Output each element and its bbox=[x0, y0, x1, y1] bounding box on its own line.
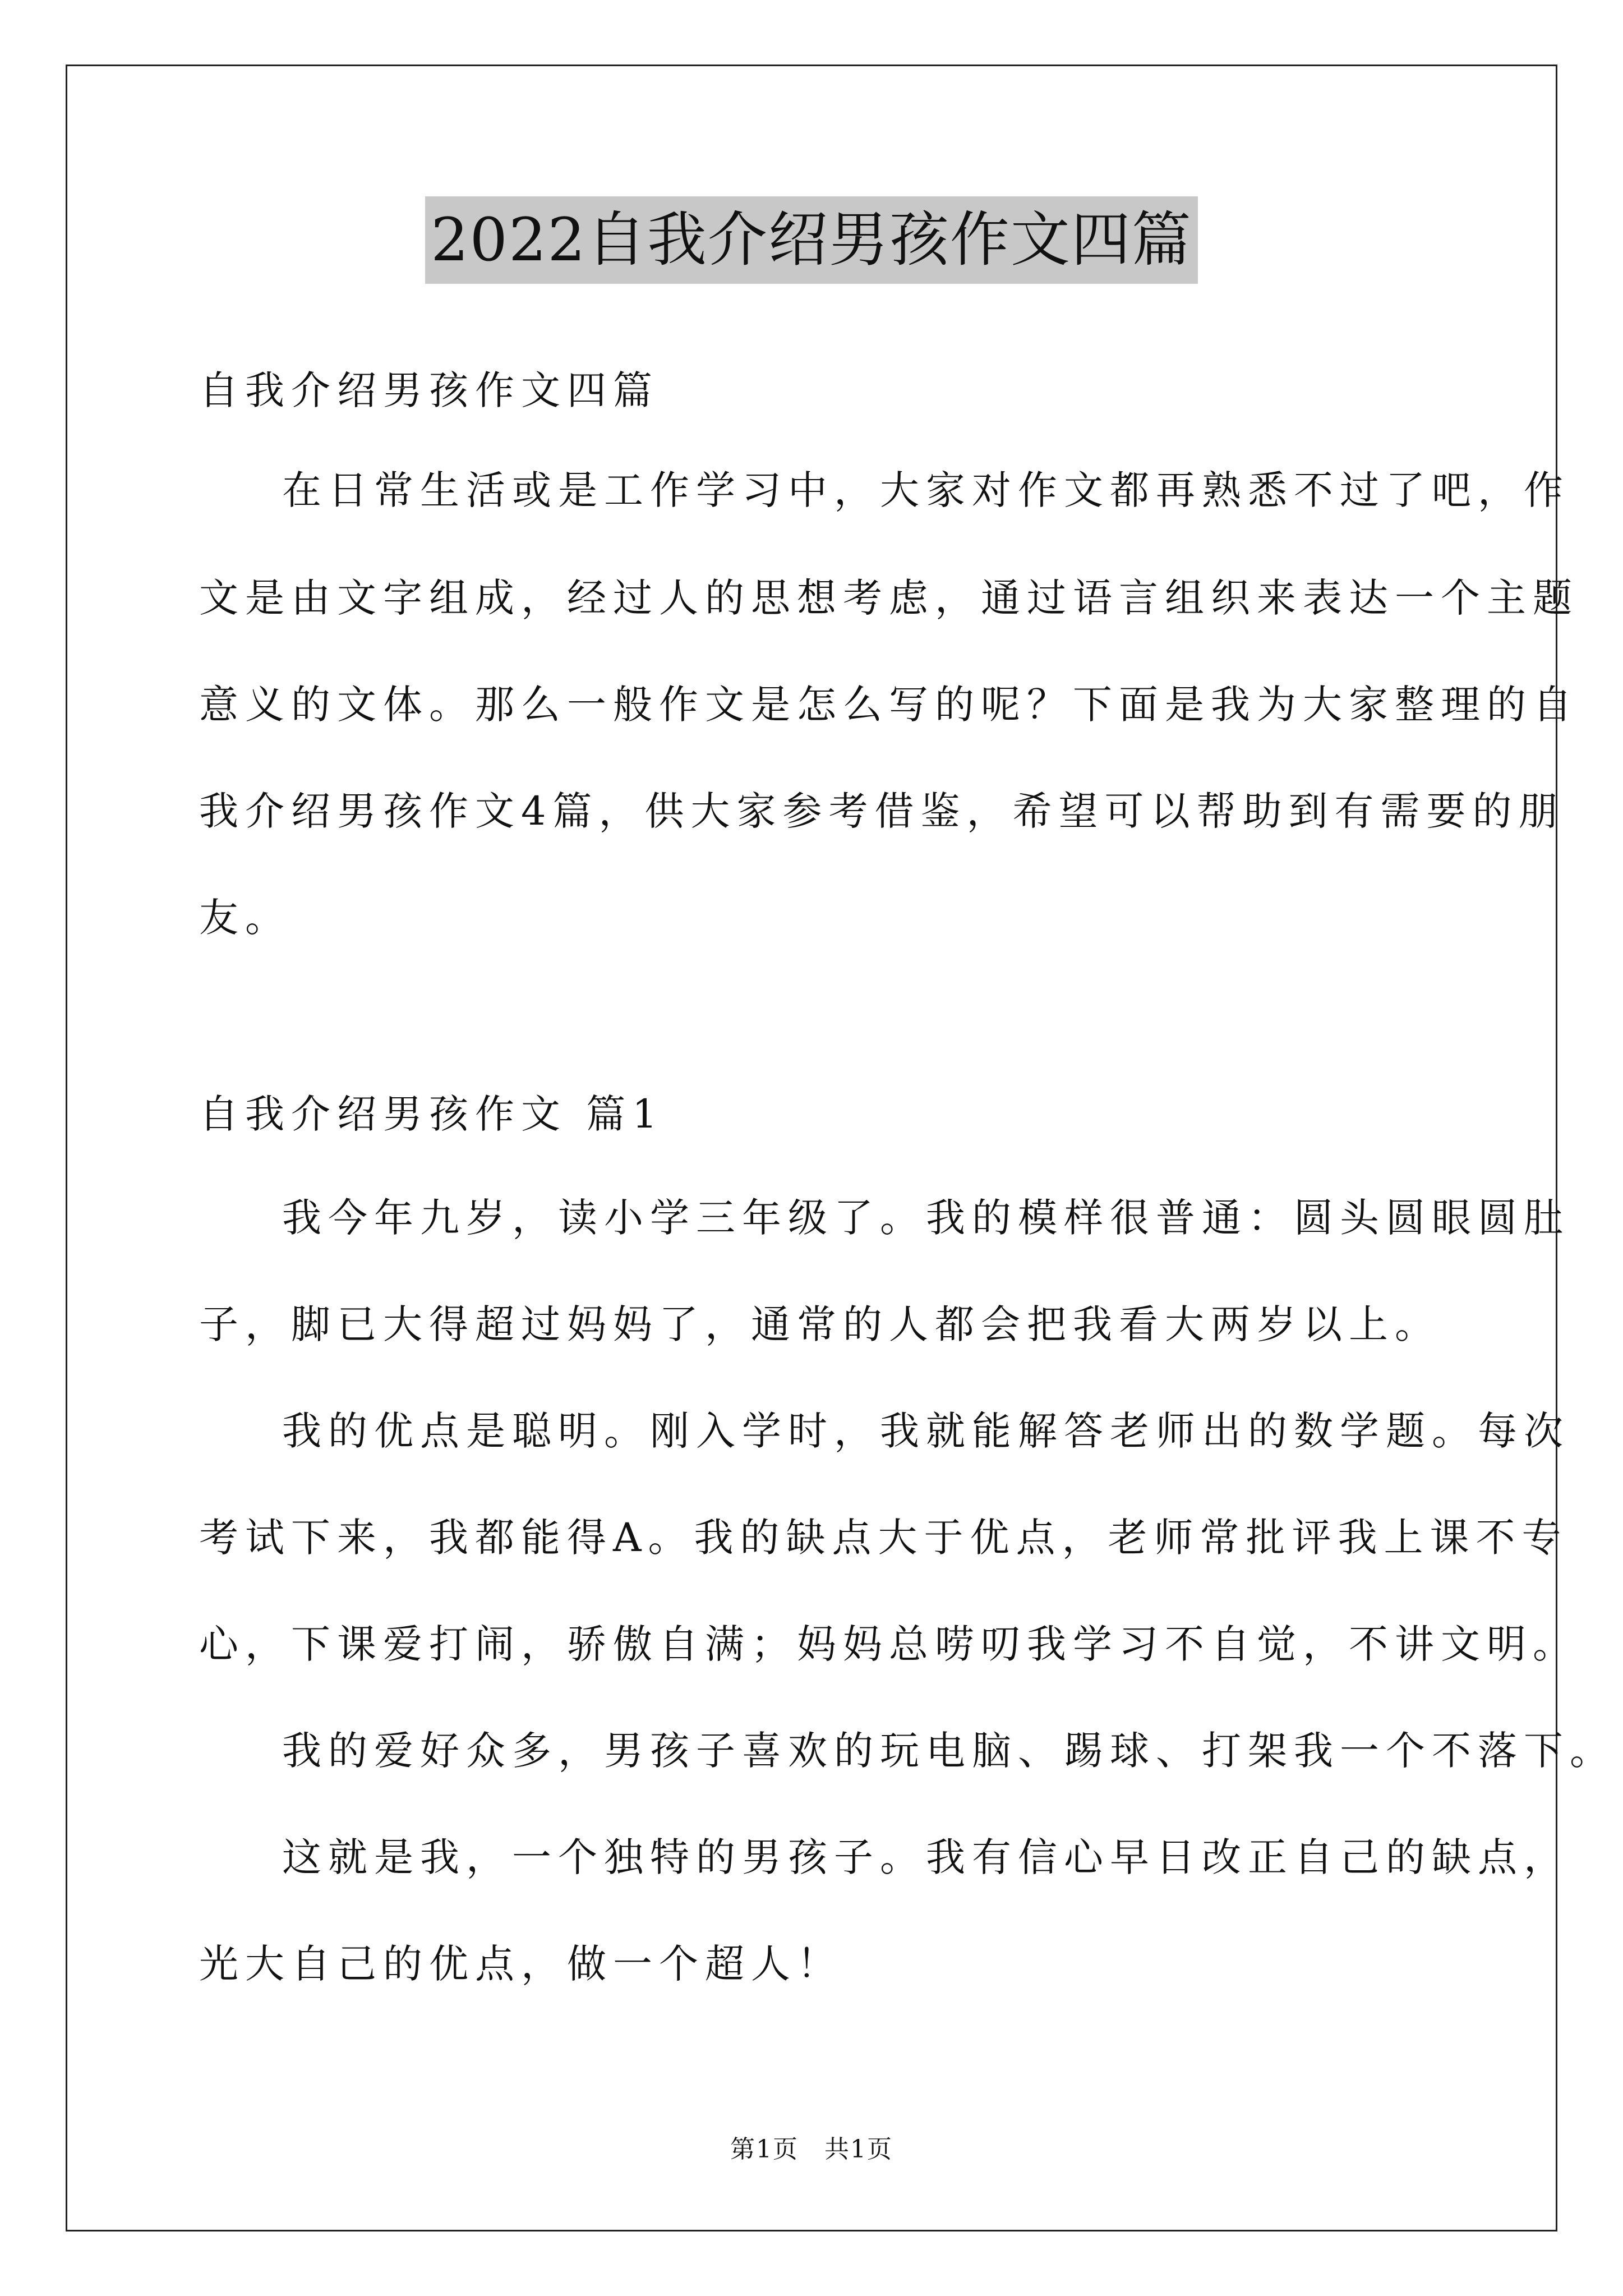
body-line: 心，下课爱打闹，骄傲自满；妈妈总唠叨我学习不自觉，不讲文明。 bbox=[199, 1621, 1579, 1667]
body-line: 我的爱好众多，男孩子喜欢的玩电脑、踢球、打架我一个不落下。 bbox=[282, 1728, 1616, 1774]
intro-line: 我介绍男孩作文4篇，供大家参考借鉴，希望可以帮助到有需要的朋 bbox=[199, 788, 1565, 834]
page-footer: 第1页 共1页 bbox=[730, 2135, 893, 2164]
intro-line: 友。 bbox=[199, 895, 291, 941]
body-line: 子，脚已大得超过妈妈了，通常的人都会把我看大两岁以上。 bbox=[199, 1301, 1441, 1347]
intro-line: 意义的文体。那么一般作文是怎么写的呢？下面是我为大家整理的自 bbox=[199, 682, 1579, 728]
body-line: 这就是我，一个独特的男孩子。我有信心早日改正自己的缺点， bbox=[282, 1834, 1570, 1880]
body-line: 光大自己的优点，做一个超人！ bbox=[199, 1941, 843, 1987]
body-line: 考试下来，我都能得A。我的缺点大于优点，老师常批评我上课不专 bbox=[199, 1515, 1568, 1561]
section-heading: 自我介绍男孩作文 篇1 bbox=[199, 1091, 664, 1137]
intro-line: 在日常生活或是工作学习中，大家对作文都再熟悉不过了吧，作 bbox=[282, 467, 1570, 513]
body-line: 我今年九岁，读小学三年级了。我的模样很普通：圆头圆眼圆肚 bbox=[282, 1195, 1570, 1241]
body-line: 我的优点是聪明。刚入学时，我就能解答老师出的数学题。每次 bbox=[282, 1408, 1570, 1454]
document-title: 2022自我介绍男孩作文四篇 bbox=[425, 196, 1198, 284]
title-container bbox=[0, 196, 1623, 284]
intro-line: 文是由文字组成，经过人的思想考虑，通过语言组织来表达一个主题 bbox=[199, 575, 1579, 621]
subtitle: 自我介绍男孩作文四篇 bbox=[199, 367, 659, 413]
